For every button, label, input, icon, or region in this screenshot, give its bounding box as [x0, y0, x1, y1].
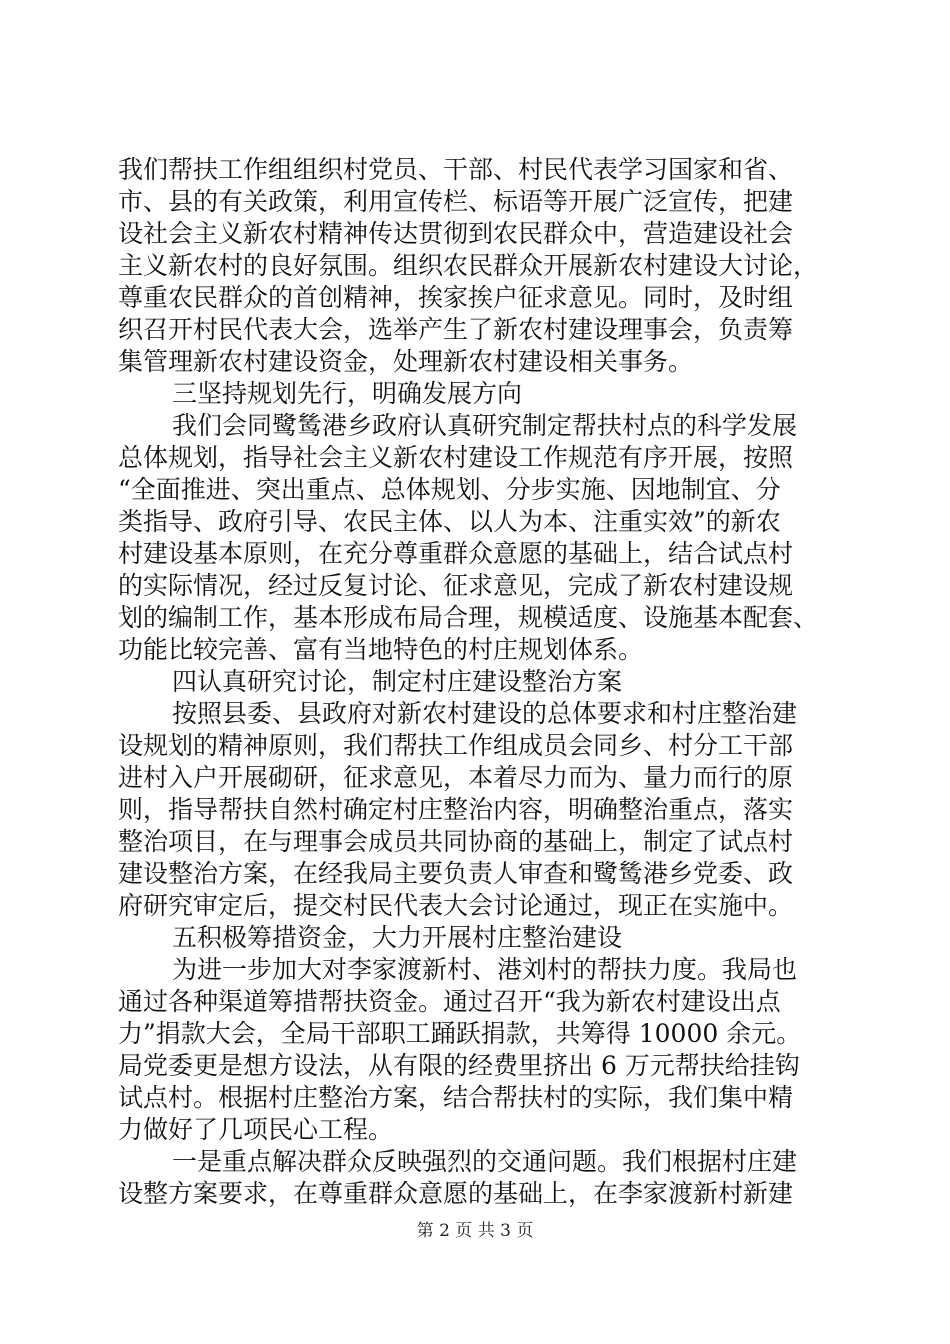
body-text-line: 主义新农村的良好氛围。组织农民群众开展新农村建设大讨论， [118, 251, 819, 280]
body-text-line: 整治项目，在与理事会成员共同协商的基础上，制定了试点村 [118, 827, 794, 856]
section-heading: 四认真研究讨论，制定村庄建设整治方案 [172, 667, 623, 696]
body-text-line: 力”捐款大会，全局干部职工踊跃捐款，共筹得 10000 余元。 [118, 1019, 802, 1048]
document-body [118, 154, 830, 1210]
body-text-line: 的实际情况，经过反复讨论、征求意见，完成了新农村建设规 [118, 571, 794, 600]
body-text-line: 力做好了几项民心工程。 [118, 1115, 394, 1144]
body-text-line: 织召开村民代表大会，选举产生了新农村建设理事会，负责筹 [118, 315, 794, 344]
body-text-line: 局党委更是想方设法，从有限的经费里挤出 6 万元帮扶给挂钩 [118, 1051, 800, 1080]
body-text-line: 通过各种渠道筹措帮扶资金。通过召开“我为新农村建设出点 [118, 987, 781, 1016]
body-text-line: 建设整治方案，在经我局主要负责人审查和鹭鸶港乡党委、政 [118, 859, 794, 888]
body-text-line: 设规划的精神原则，我们帮扶工作组成员会同乡、村分工干部 [118, 731, 794, 760]
body-text-line: 市、县的有关政策，利用宣传栏、标语等开展广泛宣传，把建 [118, 187, 794, 216]
body-text-line: 尊重农民群众的首创精神，挨家挨户征求意见。同时，及时组 [118, 283, 794, 312]
body-text-line: 功能比较完善、富有当地特色的村庄规划体系。 [118, 635, 644, 664]
section-heading: 五积极筹措资金，大力开展村庄整治建设 [172, 923, 623, 952]
body-text-line: 划的编制工作，基本形成布局合理，规模适度、设施基本配套、 [118, 603, 819, 632]
paragraph-first-line: 我们会同鹭鸶港乡政府认真研究制定帮扶村点的科学发展 [172, 411, 798, 440]
body-text-line: 类指导、政府引导、农民主体、以人为本、注重实效”的新农 [118, 507, 781, 536]
body-text-line: 总体规划，指导社会主义新农村建设工作规范有序开展，按照 [118, 443, 794, 472]
paragraph-first-line: 按照县委、县政府对新农村建设的总体要求和村庄整治建 [172, 699, 798, 728]
body-text-line: 设整方案要求，在尊重群众意愿的基础上，在李家渡新村新建 [118, 1179, 794, 1208]
body-text-line: 村建设基本原则，在充分尊重群众意愿的基础上，结合试点村 [118, 539, 794, 568]
page-number-footer: 第 2 页 共 3 页 [416, 1221, 534, 1241]
section-heading: 三坚持规划先行，明确发展方向 [172, 379, 523, 408]
body-text-line: 试点村。根据村庄整治方案，结合帮扶村的实际，我们集中精 [118, 1083, 794, 1112]
body-text-line: 设社会主义新农村精神传达贯彻到农民群众中，营造建设社会 [118, 219, 794, 248]
body-text-line: “全面推进、突出重点、总体规划、分步实施、因地制宜、分 [118, 475, 781, 504]
body-text-line: 进村入户开展砌研，征求意见，本着尽力而为、量力而行的原 [118, 763, 794, 792]
paragraph-first-line: 一是重点解决群众反映强烈的交通问题。我们根据村庄建 [172, 1147, 798, 1176]
body-text-line: 集管理新农村建设资金，处理新农村建设相关事务。 [118, 347, 694, 376]
body-text-line: 则，指导帮扶自然村确定村庄整治内容，明确整治重点，落实 [118, 795, 794, 824]
body-text-line: 我们帮扶工作组组织村党员、干部、村民代表学习国家和省、 [118, 155, 794, 184]
body-text-line: 府研究审定后，提交村民代表大会讨论通过，现正在实施中。 [118, 891, 794, 920]
paragraph-first-line: 为进一步加大对李家渡新村、港刘村的帮扶力度。我局也 [172, 955, 798, 984]
